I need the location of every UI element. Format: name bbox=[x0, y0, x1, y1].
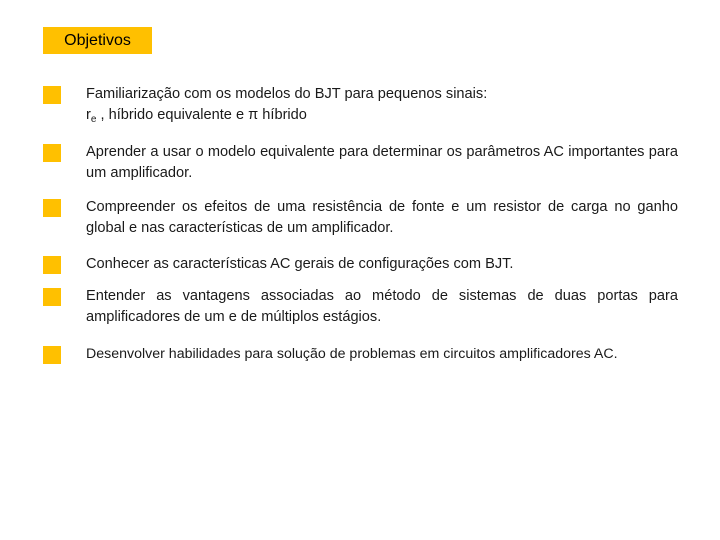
objective-text: Compreender os efeitos de uma resistência de fonte e um resistor de carga no ganho global e nas características de um amplificador. bbox=[86, 199, 678, 236]
section-title bbox=[43, 27, 152, 54]
objective-text bbox=[86, 84, 678, 130]
objective-line: , híbrido equivalente e π híbrido bbox=[96, 107, 307, 123]
square-bullet-icon bbox=[43, 256, 61, 274]
section-title-label: Objetivos bbox=[64, 31, 131, 49]
square-bullet-icon bbox=[43, 144, 61, 162]
objective-text: Entender as vantagens associadas ao método de sistemas de duas portas para amplificadores de um e de múltiplos estágios. bbox=[86, 288, 678, 325]
square-bullet-icon bbox=[43, 288, 61, 306]
re-subscript: e bbox=[90, 114, 97, 125]
square-bullet-icon bbox=[43, 199, 61, 217]
objective-line: Familiarização com os modelos do BJT para pequenos sinais: bbox=[86, 86, 488, 102]
square-bullet-icon bbox=[43, 346, 61, 364]
square-bullet-icon bbox=[43, 86, 61, 104]
objective-text: Desenvolver habilidades para solução de problemas em circuitos amplificadores AC. bbox=[86, 346, 618, 362]
objective-text: Aprender a usar o modelo equivalente para determinar os parâmetros AC importantes para um amplificador. bbox=[86, 144, 678, 181]
objective-text: Conhecer as características AC gerais de configurações com BJT. bbox=[86, 256, 514, 272]
re-symbol: r bbox=[86, 107, 91, 123]
